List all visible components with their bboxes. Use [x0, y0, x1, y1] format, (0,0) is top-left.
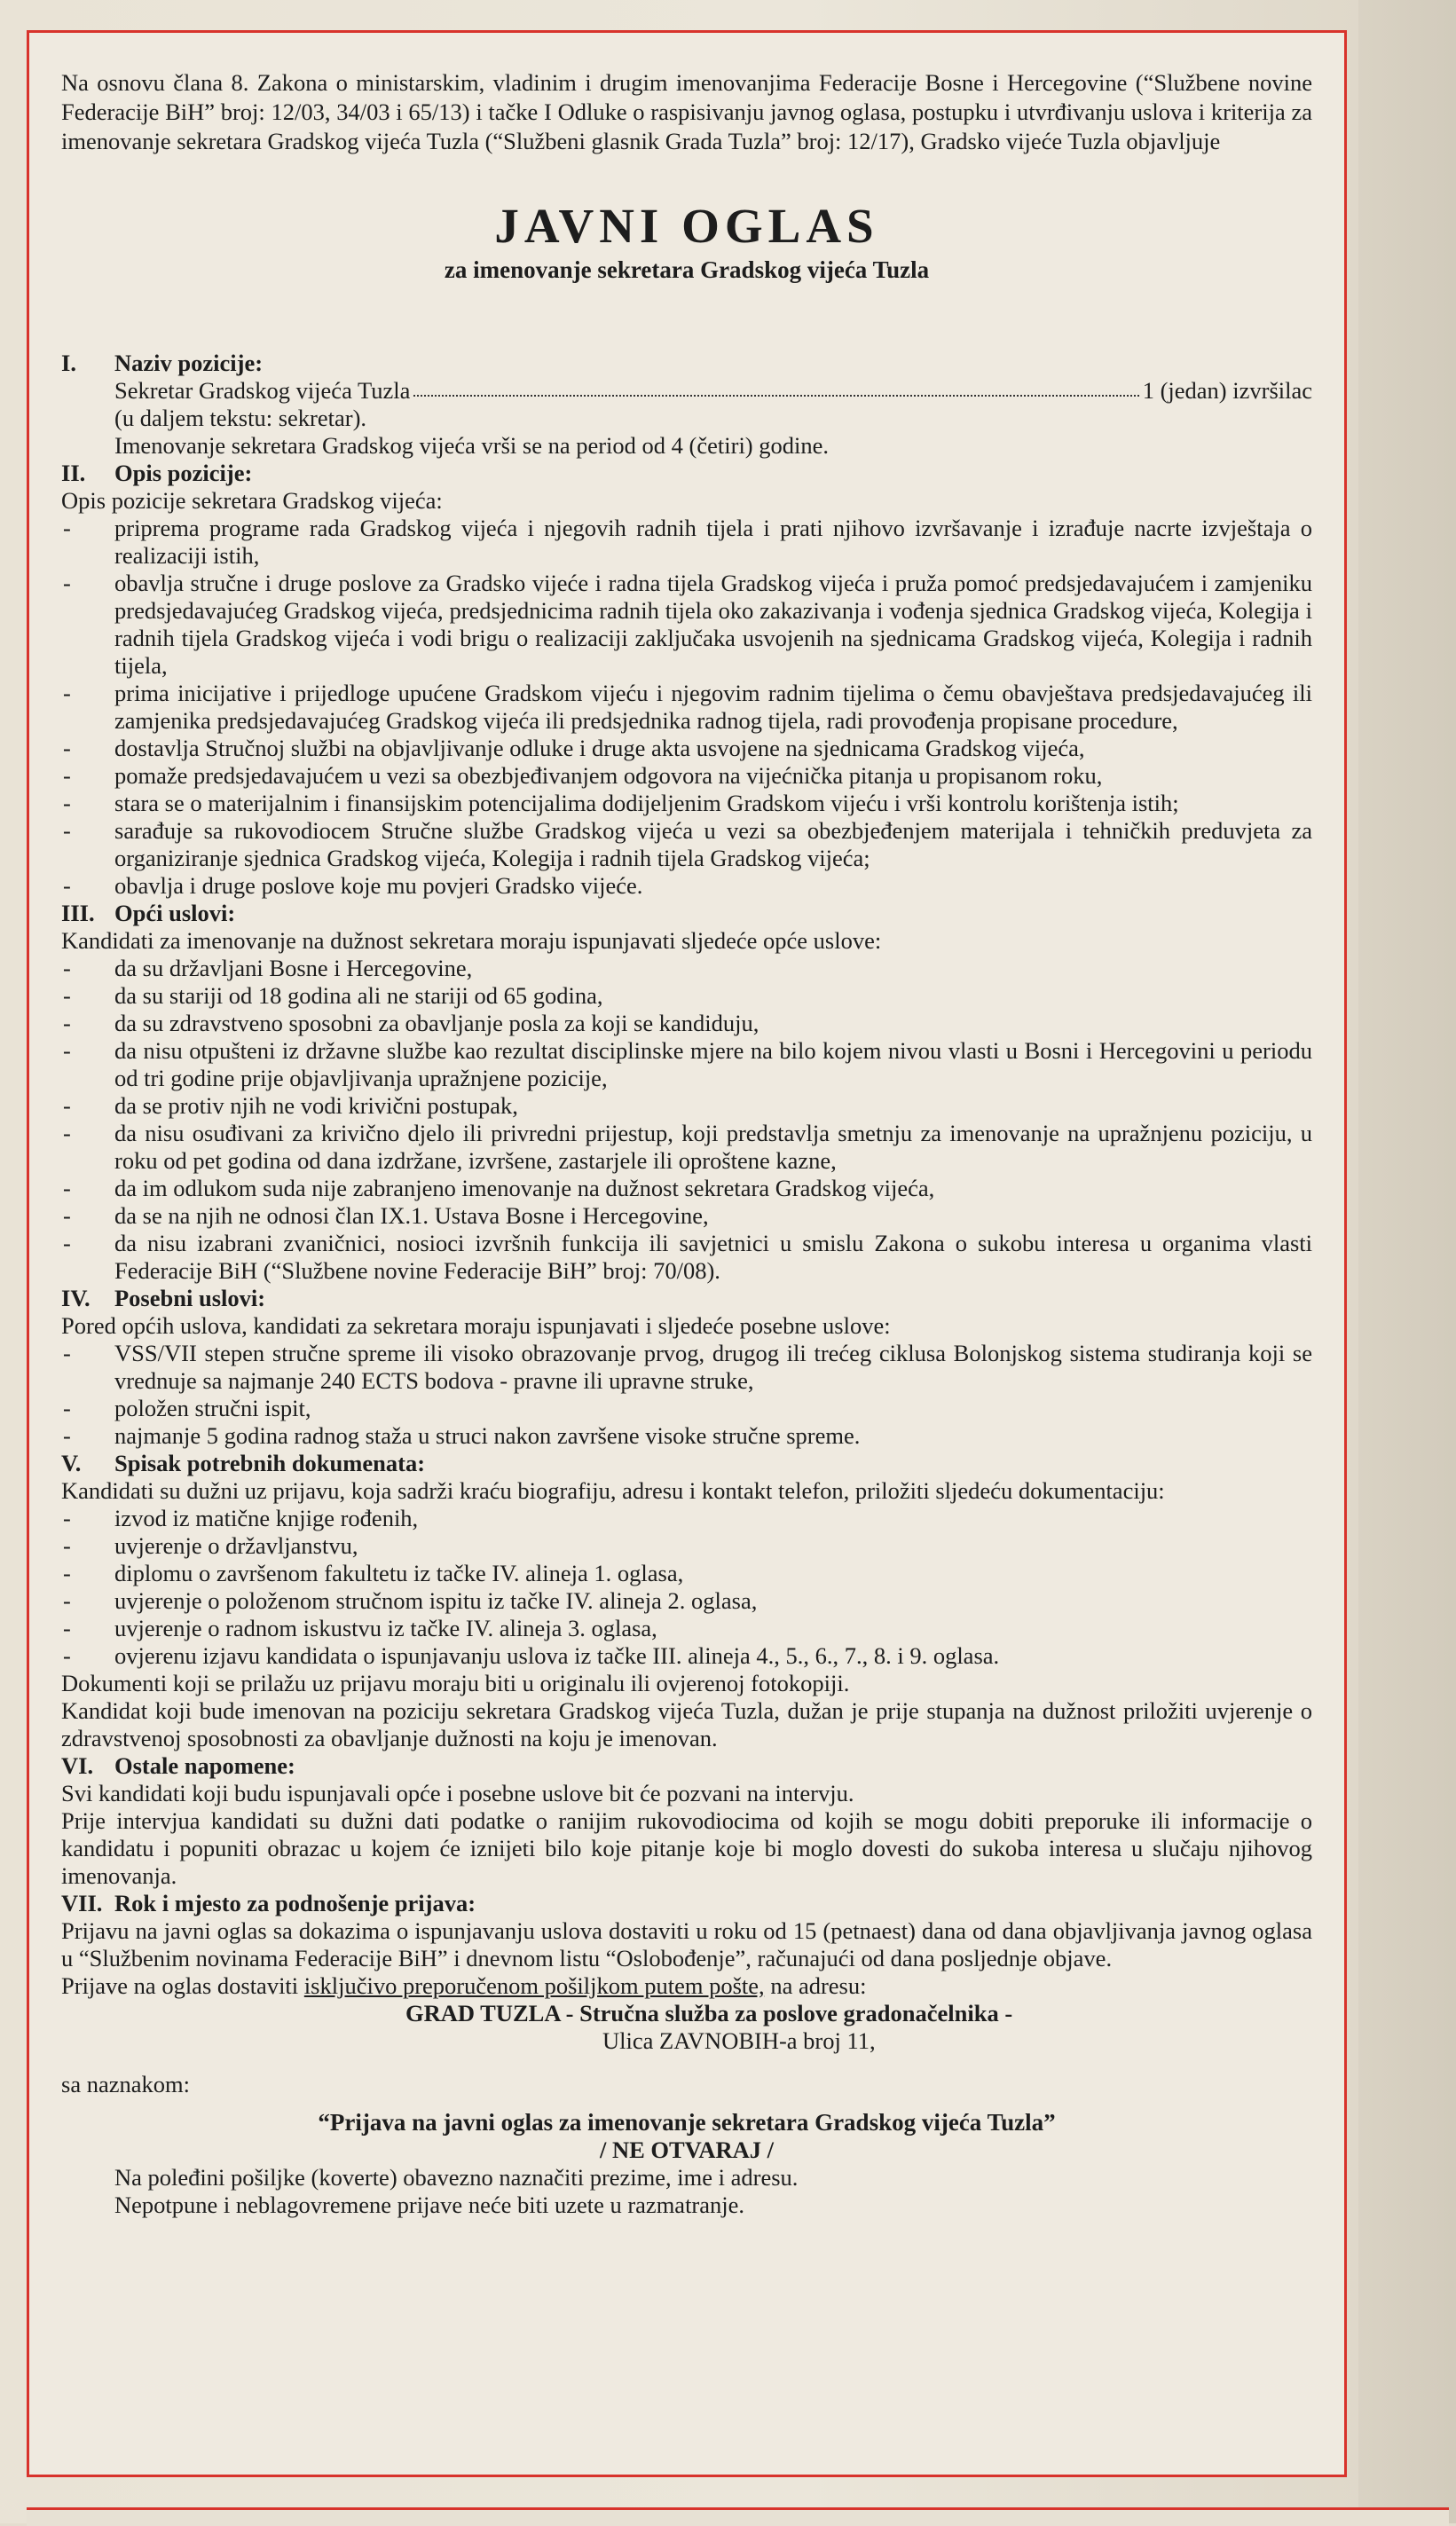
section-lead: Opis pozicije sekretara Gradskog vijeća: [61, 487, 443, 514]
section-number: II. [61, 460, 86, 486]
section-number: I. [61, 350, 76, 376]
section-title: Naziv pozicije: [114, 350, 264, 376]
section-number: VI. [61, 1752, 94, 1779]
list-item: - da su zdravstveno sposobni za obavljanje posla za koji se kandiduju, [61, 1010, 1312, 1037]
list-item: - diplomu o završenom fakultetu iz tačke IV. alineja 1. oglasa, [61, 1560, 1312, 1587]
section-title: Posebni uslovi: [114, 1285, 266, 1311]
section-title: Opis pozicije: [114, 460, 253, 486]
list-item: - da su stariji od 18 godina ali ne stariji od 65 godina, [61, 982, 1312, 1010]
health-certificate-note: Kandidat koji bude imenovan na poziciju sekretara Gradskog vijeća Tuzla, dužan je prije stupanja na dužnost priložiti uvjerenje o zdravstvenoj sposobnosti za obavljanje dužnosti na koju je imenovan. [61, 1697, 1312, 1751]
list-item: - da nisu otpušteni iz državne službe kao rezultat disciplinske mjere na bilo kojem nivou vlasti u Bosni i Hercegovini u periodu od tri godine prije objavljivanja upražnjene pozicije, [61, 1037, 1312, 1092]
public-notice-frame [27, 30, 1347, 2477]
dot-leader [413, 377, 1138, 397]
title-block [61, 199, 1312, 284]
list-item: - obavlja i druge poslove koje mu povjeri Gradsko vijeće. [61, 872, 1312, 900]
list-item: - najmanje 5 godina radnog staža u struci nakon završene visoke stručne spreme. [61, 1422, 1312, 1450]
position-note: (u daljem tekstu: sekretar). [114, 405, 367, 431]
intro-paragraph: Na osnovu člana 8. Zakona o ministarskim, vladinim i drugim imenovanjima Federacije Bosne i Hercegovine (“Službene novine Federacije BiH” broj: 12/03, 34/03 i 65/13) i tačke I Odluke o raspisivanju javnog oglasa, postupku i utvrđivanju uslova i kriterija za imenovanje sekretara Gradskog vijeća Tuzla (“Službeni glasnik Grada Tuzla” broj: 12/17), Gradsko vijeće Tuzla objavljuje [61, 69, 1312, 154]
duties-list [61, 515, 1312, 900]
section-lead: Kandidati za imenovanje na dužnost sekretara moraju ispunjavati sljedeće opće uslove: [61, 927, 882, 954]
section-number: V. [61, 1450, 82, 1476]
envelope-back-note: Na poleđini pošiljke (koverte) obavezno naznačiti prezime, ime i adresu. [114, 2164, 799, 2191]
section-number: VII. [61, 1890, 103, 1916]
section-title: Rok i mjesto za podnošenje prijava: [114, 1890, 476, 1916]
list-item: - dostavlja Stručnoj službi na objavljivanje odluke i druge akta usvojene na sjednicama Gradskog vijeća, [61, 735, 1312, 762]
list-item: - sarađuje sa rukovodiocem Stručne službe Gradskog vijeća u vezi sa obezbjeđenjem materijala i tehničkih preduvjeta za organiziranje sjednica Gradskog vijeća, Kolegija i radnih tijela Gradskog vijeća; [61, 817, 1312, 872]
section-heading-7 [61, 1890, 1312, 1917]
list-item: - da su državljani Bosne i Hercegovine, [61, 955, 1312, 982]
position-term: Imenovanje sekretara Gradskog vijeća vrši se na period od 4 (četiri) godine. [114, 432, 830, 459]
documents-list [61, 1505, 1312, 1670]
position-count: 1 (jedan) izvršilac [1142, 377, 1312, 404]
adjacent-column-bleed [1358, 0, 1456, 2523]
position-name: Sekretar Gradskog vijeća Tuzla [114, 377, 411, 404]
incomplete-applications-note: Nepotpune i neblagovremene prijave neće biti uzete u razmatranje. [114, 2192, 745, 2218]
section-heading-1 [61, 350, 1312, 377]
position-row [61, 377, 1312, 405]
notice-subtitle: za imenovanje sekretara Gradskog vijeća Tuzla [444, 256, 930, 283]
delivery-text: Prijave na oglas dostaviti [61, 1972, 304, 1999]
envelope-marking: “Prijava na javni oglas za imenovanje sekretara Gradskog vijeća Tuzla” [318, 2109, 1056, 2136]
list-item: - da se na njih ne odnosi član IX.1. Ustava Bosne i Hercegovine, [61, 1202, 1312, 1230]
address-line-2: Ulica ZAVNOBIH-a broj 11, [602, 2027, 876, 2054]
references-note: Prije intervjua kandidati su dužni dati podatke o ranijim rukovodiocima od kojih se mogu dobiti preporuke ili informacije o kandidatu i popuniti obrazac u kojem će iznijeti bilo koje pitanje koje bi moglo dovesti do sukoba interesa u slučaju njihovog imenovanja. [61, 1807, 1312, 1889]
section-heading-6 [61, 1752, 1312, 1780]
section-title: Opći uslovi: [114, 900, 236, 926]
section-heading-4 [61, 1285, 1312, 1312]
list-item: - uvjerenje o radnom iskustvu iz tačke IV. alineja 3. oglasa, [61, 1615, 1312, 1642]
section-number: III. [61, 900, 95, 926]
interview-note: Svi kandidati koji budu ispunjavali opće i posebne uslove bit će pozvani na intervju. [61, 1780, 854, 1806]
delivery-text-end: na adresu: [764, 1972, 867, 1999]
list-item: - VSS/VII stepen stručne spreme ili visoko obrazovanje prvog, drugog ili trećeg ciklusa Bolonjskog sistema studiranja koji se vrednuje sa najmanje 240 ECTS bodova - pravne ili upravne struke, [61, 1340, 1312, 1395]
list-item: - da nisu osuđivani za krivično djelo ili privredni prijestup, koji predstavlja smetnju za imenovanje na upražnjenu poziciju, u roku od pet godina od dana izdržane, izvršene, zastarjele ili oproštene kazne, [61, 1120, 1312, 1175]
delivery-method: isključivo preporučenom pošiljkom putem pošte, [303, 1972, 765, 1999]
section-title: Spisak potrebnih dokumenata: [114, 1450, 426, 1476]
special-conditions-list [61, 1340, 1312, 1450]
delivery-paragraph [61, 1972, 1312, 2000]
deadline-paragraph: Prijavu na javni oglas sa dokazima o ispunjavanju uslova dostaviti u roku od 15 (petnaest) dana od dana objavljivanja javnog oglasa u “Službenim novinama Federacije BiH” i dnevnom listu “Oslobođenje”, računajući od dana posljednje objave. [61, 1917, 1312, 1971]
list-item: - stara se o materijalnim i finansijskim potencijalima dodijeljenim Gradskom vijeću i vrši kontrolu korištenja istih; [61, 790, 1312, 817]
marking-lead: sa naznakom: [61, 2071, 190, 2097]
section-title: Ostale napomene: [114, 1752, 295, 1779]
do-not-open: / NE OTVARAJ / [599, 2136, 775, 2163]
notice-title: JAVNI OGLAS [494, 199, 879, 253]
section-number: IV. [61, 1285, 91, 1311]
section-heading-3 [61, 900, 1312, 927]
section-heading-5 [61, 1450, 1312, 1477]
section-lead: Pored općih uslova, kandidati za sekretara moraju ispunjavati i sljedeće posebne uslove: [61, 1312, 891, 1339]
general-conditions-list [61, 955, 1312, 1285]
notice-body [61, 350, 1312, 2219]
list-item: - obavlja stručne i druge poslove za Gradsko vijeće i radna tijela Gradskog vijeća i pruža pomoć predsjedavajućem i zamjeniku predsjedavajućeg Gradskog vijeća, predsjednicima radnih tijela oko zakazivanja i vođenja sjednica Gradskog vijeća, Kolegija i radnih tijela Gradskog vijeća i vodi brigu o realizaciji zaključaka usvojenih na sjednicama Gradskog vijeća, Kolegija i radnih tijela, [61, 570, 1312, 680]
list-item: - da im odlukom suda nije zabranjeno imenovanje na dužnost sekretara Gradskog vijeća, [61, 1175, 1312, 1202]
list-item: - da nisu izabrani zvaničnici, nosioci izvršnih funkcija ili savjetnici u smislu Zakona o sukobu interesa u organima vlasti Federacije BiH (“Službene novine Federacije BiH” broj: 70/08). [61, 1230, 1312, 1285]
documents-note: Dokumenti koji se prilažu uz prijavu moraju biti u originalu ili ovjerenoj fotokopiji. [61, 1670, 850, 1696]
list-item: - izvod iz matične knjige rođenih, [61, 1505, 1312, 1532]
list-item: - položen stručni ispit, [61, 1395, 1312, 1422]
list-item: - ovjerenu izjavu kandidata o ispunjavanju uslova iz tačke III. alineja 4., 5., 6., 7., 8. i 9. oglasa. [61, 1642, 1312, 1670]
list-item: - da se protiv njih ne vodi krivični postupak, [61, 1092, 1312, 1120]
list-item: - prima inicijative i prijedloge upućene Gradskom vijeću i njegovim radnim tijelima o čemu obavještava predsjedavajućeg ili zamjenika predsjedavajućeg Gradskog vijeća ili predsjednika radnog tijela, radi provođenja propisane procedure, [61, 680, 1312, 735]
list-item: - uvjerenje o položenom stručnom ispitu iz tačke IV. alineja 2. oglasa, [61, 1587, 1312, 1615]
section-lead: Kandidati su dužni uz prijavu, koja sadrži kraću biografiju, adresu i kontakt telefon, priložiti sljedeću dokumentaciju: [61, 1477, 1165, 1504]
section-heading-2 [61, 460, 1312, 487]
list-item: - priprema programe rada Gradskog vijeća i njegovih radnih tijela i prati njihovo izvršavanje i izrađuje nacrte izvještaja o realizaciji istih, [61, 515, 1312, 570]
address-line-1: GRAD TUZLA - Stručna služba za poslove gradonačelnika - [405, 2000, 1013, 2026]
list-item: - pomaže predsjedavajućem u vezi sa obezbjeđivanjem odgovora na vijećnička pitanja u propisanom roku, [61, 762, 1312, 790]
list-item: - uvjerenje o državljanstvu, [61, 1532, 1312, 1560]
